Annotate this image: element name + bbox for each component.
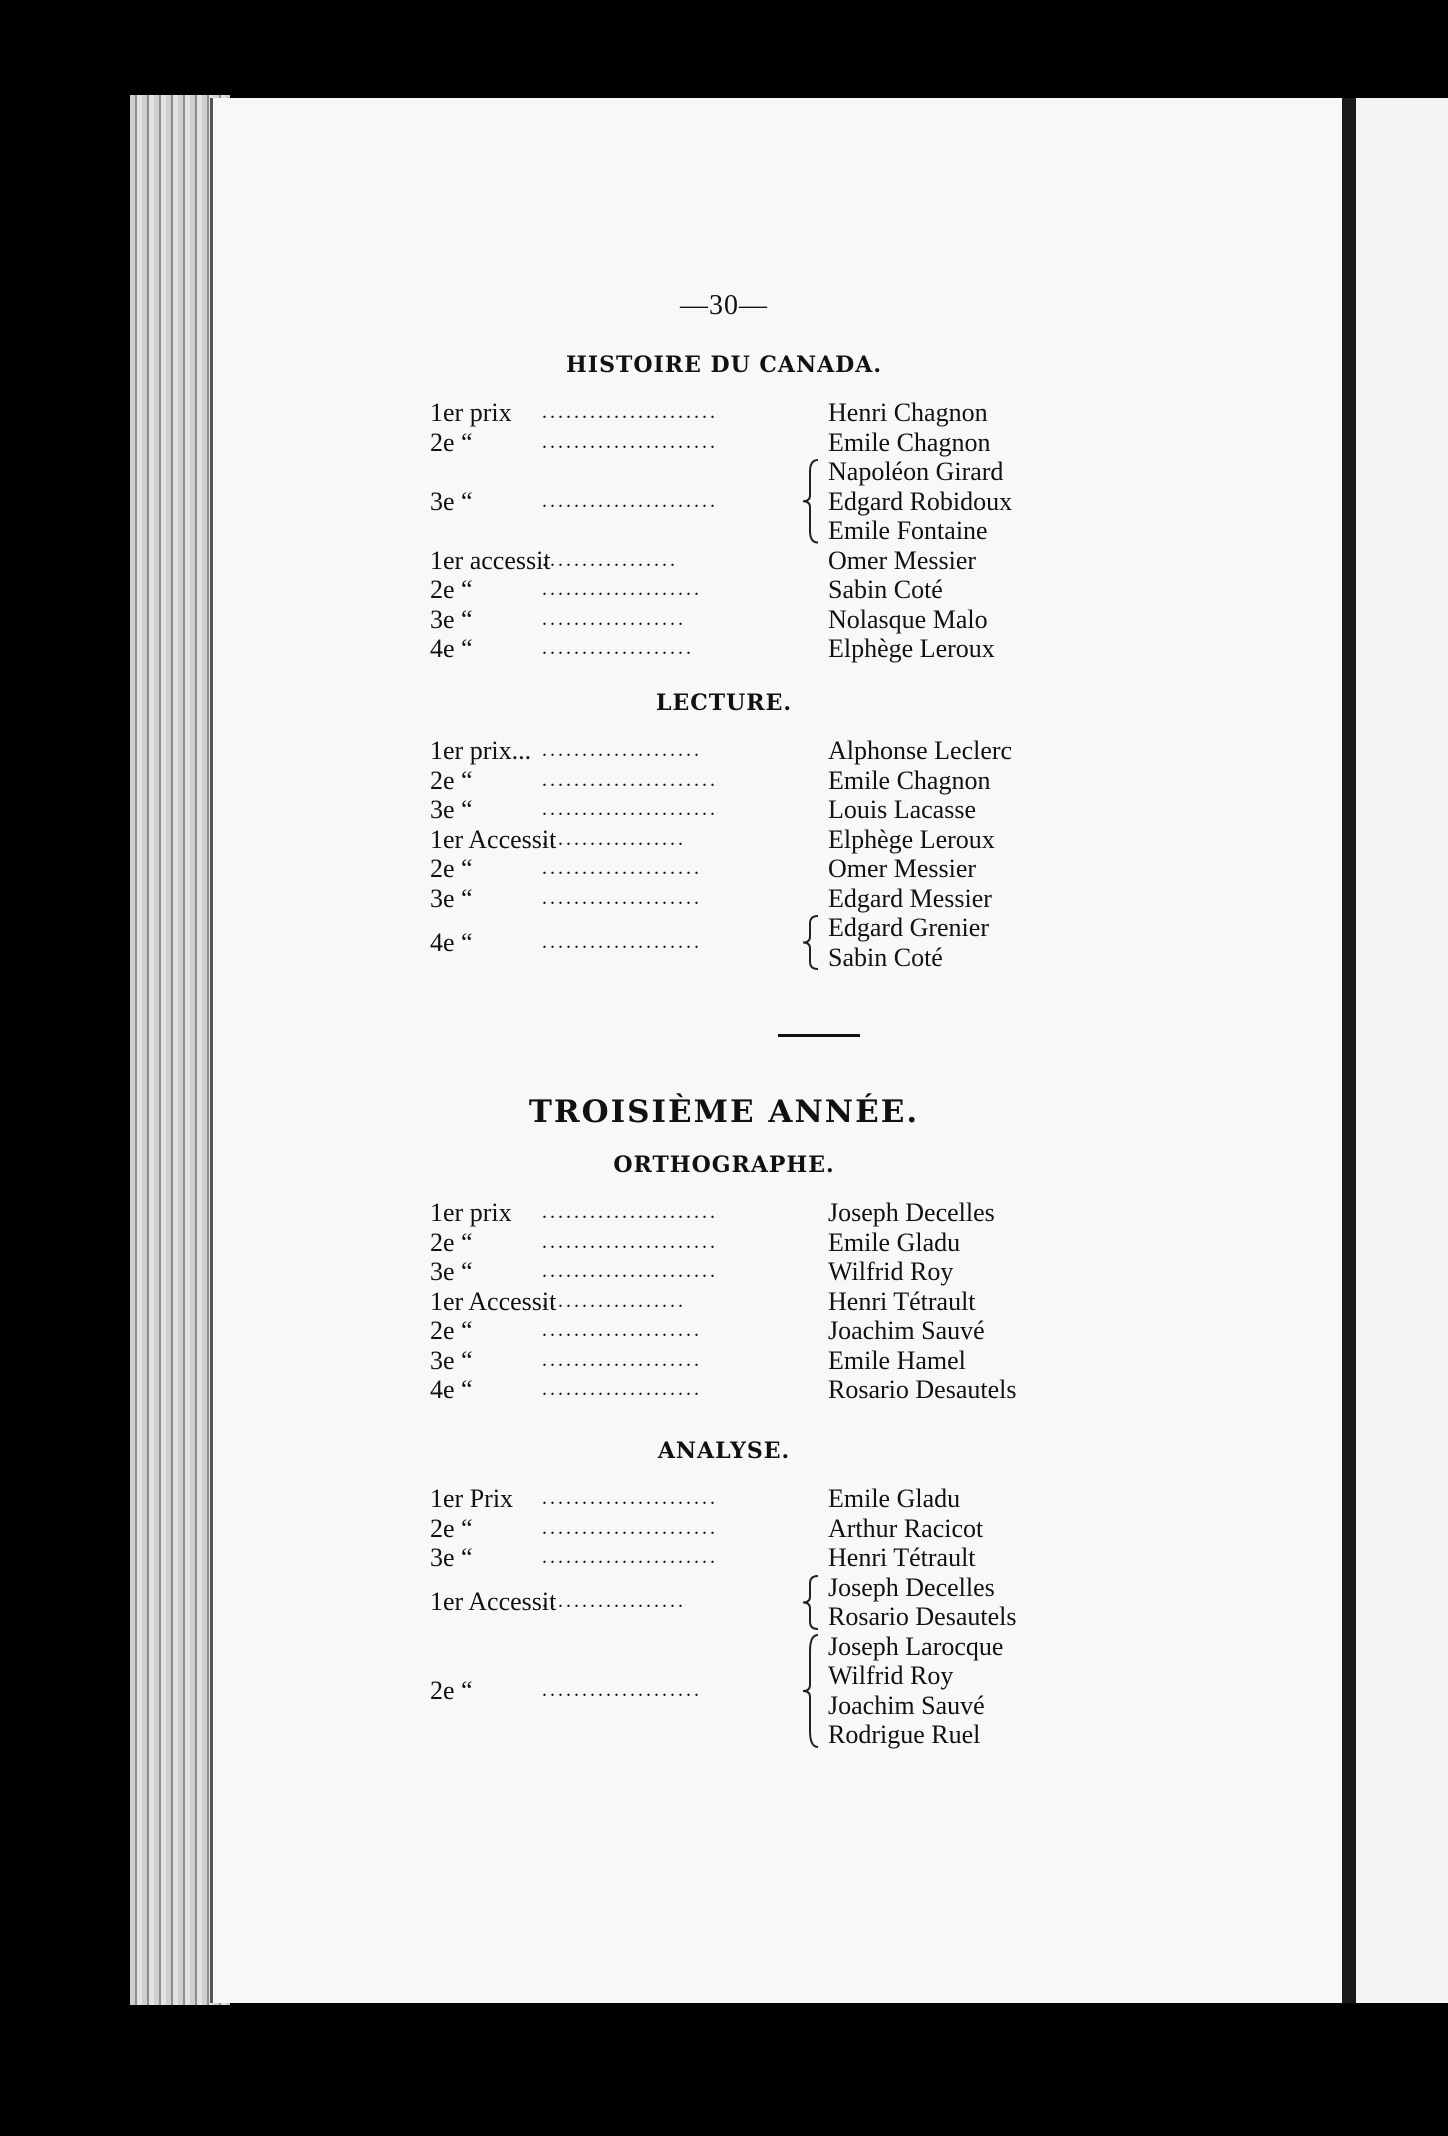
dot-leader: .................. bbox=[542, 827, 686, 850]
prize-label: 4e “ bbox=[430, 927, 473, 957]
dot-leader: ...................... bbox=[542, 798, 718, 820]
winner-name-text: Edgard Grenier bbox=[828, 913, 989, 942]
brace-icon bbox=[800, 1634, 820, 1748]
winner-name-text: Omer Messier bbox=[828, 545, 977, 575]
winner-name-text: Louis Lacasse bbox=[828, 795, 977, 824]
prize-label: 2e “ bbox=[430, 1513, 473, 1543]
dot-leader: ...................... bbox=[542, 1487, 718, 1509]
dot-leader: ...................... bbox=[542, 768, 718, 791]
prize-label: 1er prix bbox=[430, 1198, 512, 1227]
winner-name-text: Emile Chagnon bbox=[828, 427, 991, 457]
prize-label: 3e “ bbox=[430, 604, 473, 634]
winner-name-text: Arthur Racicot bbox=[828, 1513, 984, 1543]
dot-leader: .................. bbox=[542, 607, 686, 630]
prize-label: 3e “ bbox=[430, 1257, 473, 1286]
winner-name-text: Rosario Desautels bbox=[828, 1375, 1017, 1404]
prize-label: 3e “ bbox=[430, 486, 473, 516]
winner-name-text: Emile Gladu bbox=[828, 1227, 961, 1257]
dot-leader: ...................... bbox=[542, 401, 718, 423]
winner-name-text: Edgard Messier bbox=[828, 883, 992, 913]
winner-name-text: Henri Chagnon bbox=[828, 398, 988, 427]
prize-label: 4e “ bbox=[430, 634, 473, 663]
winner-name-text: Rodrigue Ruel bbox=[828, 1720, 981, 1749]
dot-leader: ................... bbox=[542, 637, 694, 659]
dot-leader: ...................... bbox=[542, 489, 718, 512]
prize-label: 3e “ bbox=[430, 795, 473, 824]
dot-leader: ...................... bbox=[542, 1516, 718, 1539]
winner-name-text: Emile Gladu bbox=[828, 1484, 961, 1513]
prize-label: 1er prix bbox=[430, 398, 512, 427]
dot-leader: .................... bbox=[542, 1678, 702, 1701]
section-title-lecture: LECTURE. bbox=[655, 690, 792, 716]
prize-label: 2e “ bbox=[430, 427, 473, 457]
dot-leader: .................... bbox=[542, 857, 702, 879]
winner-name-text: Rosario Desautels bbox=[828, 1602, 1017, 1631]
winner-name-text: Sabin Coté bbox=[828, 575, 943, 604]
winner-name-text: Sabin Coté bbox=[828, 942, 943, 972]
prize-label: 2e “ bbox=[430, 1316, 473, 1345]
prize-label: 1er prix... bbox=[430, 736, 532, 765]
winner-name-text: Omer Messier bbox=[828, 854, 977, 883]
dot-leader: .................... bbox=[542, 930, 702, 953]
prize-label: 1er Prix bbox=[430, 1484, 514, 1513]
winner-name-text: Emile Fontaine bbox=[828, 516, 988, 545]
winner-name-text: Joseph Larocque bbox=[828, 1631, 1004, 1661]
winner-name-text: Edgard Robidoux bbox=[828, 486, 1013, 516]
section-title-orthographe: ORTHOGRAPHE. bbox=[613, 1152, 835, 1178]
dot-leader: .................... bbox=[542, 578, 702, 600]
prize-label: 3e “ bbox=[430, 1345, 473, 1375]
winner-name-text: Nolasque Malo bbox=[828, 604, 988, 634]
dot-leader: ...................... bbox=[542, 430, 718, 453]
dot-leader: ...................... bbox=[542, 1260, 718, 1282]
prize-label: 2e “ bbox=[430, 765, 473, 795]
dot-leader: .................. bbox=[542, 1590, 686, 1613]
winner-name-text: Napoléon Girard bbox=[828, 457, 1004, 486]
dot-leader: .................... bbox=[542, 1378, 702, 1400]
dot-leader: .................... bbox=[542, 1319, 702, 1341]
section-title-analyse: ANALYSE. bbox=[657, 1438, 791, 1464]
dot-leader: ...................... bbox=[542, 1230, 718, 1253]
winner-name-text: Joseph Decelles bbox=[828, 1572, 995, 1602]
prize-label: 2e “ bbox=[430, 575, 473, 604]
dot-leader: .................... bbox=[542, 739, 702, 761]
dot-leader: ...................... bbox=[542, 1546, 718, 1568]
dot-leader: ................. bbox=[542, 548, 678, 571]
winner-name-text: Emile Chagnon bbox=[828, 765, 991, 795]
section-divider bbox=[778, 1034, 860, 1037]
winner-name-text: Emile Hamel bbox=[828, 1345, 966, 1375]
winner-name-text: Henri Tétrault bbox=[828, 1543, 976, 1572]
winner-name-text: Elphège Leroux bbox=[828, 634, 995, 663]
section-title-troisi-me-ann-e: TROISIÈME ANNÉE. bbox=[528, 1094, 920, 1130]
section-title-histoire-du-canada: HISTOIRE DU CANADA. bbox=[566, 352, 882, 378]
winner-name-text: Joseph Decelles bbox=[828, 1198, 995, 1227]
prize-label: 2e “ bbox=[430, 1227, 473, 1257]
brace-icon bbox=[800, 915, 820, 970]
prize-label: 2e “ bbox=[430, 1675, 473, 1705]
winner-name-text: Wilfrid Roy bbox=[828, 1661, 954, 1690]
page-number: —30— bbox=[680, 290, 768, 321]
winner-name-text: Alphonse Leclerc bbox=[828, 736, 1013, 765]
brace-icon bbox=[800, 1575, 820, 1630]
winner-name-text: Elphège Leroux bbox=[828, 824, 995, 854]
winner-name-text: Henri Tétrault bbox=[828, 1286, 976, 1316]
prize-label: 1er Accessit bbox=[430, 1587, 557, 1617]
prize-label: 4e “ bbox=[430, 1375, 473, 1404]
brace-icon bbox=[800, 459, 820, 544]
winner-name-text: Joachim Sauvé bbox=[828, 1690, 985, 1720]
prize-label: 2e “ bbox=[430, 854, 473, 883]
dot-leader: .................... bbox=[542, 886, 702, 909]
prize-label: 1er Accessit bbox=[430, 824, 557, 854]
prize-label: 1er accessit bbox=[430, 545, 551, 575]
prize-label: 3e “ bbox=[430, 1543, 473, 1572]
dot-leader: .................... bbox=[542, 1348, 702, 1371]
dot-leader: .................. bbox=[542, 1289, 686, 1312]
winner-name-text: Joachim Sauvé bbox=[828, 1316, 985, 1345]
winner-name-text: Wilfrid Roy bbox=[828, 1257, 954, 1286]
prize-label: 1er Accessit bbox=[430, 1286, 557, 1316]
prize-label: 3e “ bbox=[430, 883, 473, 913]
dot-leader: ...................... bbox=[542, 1201, 718, 1223]
